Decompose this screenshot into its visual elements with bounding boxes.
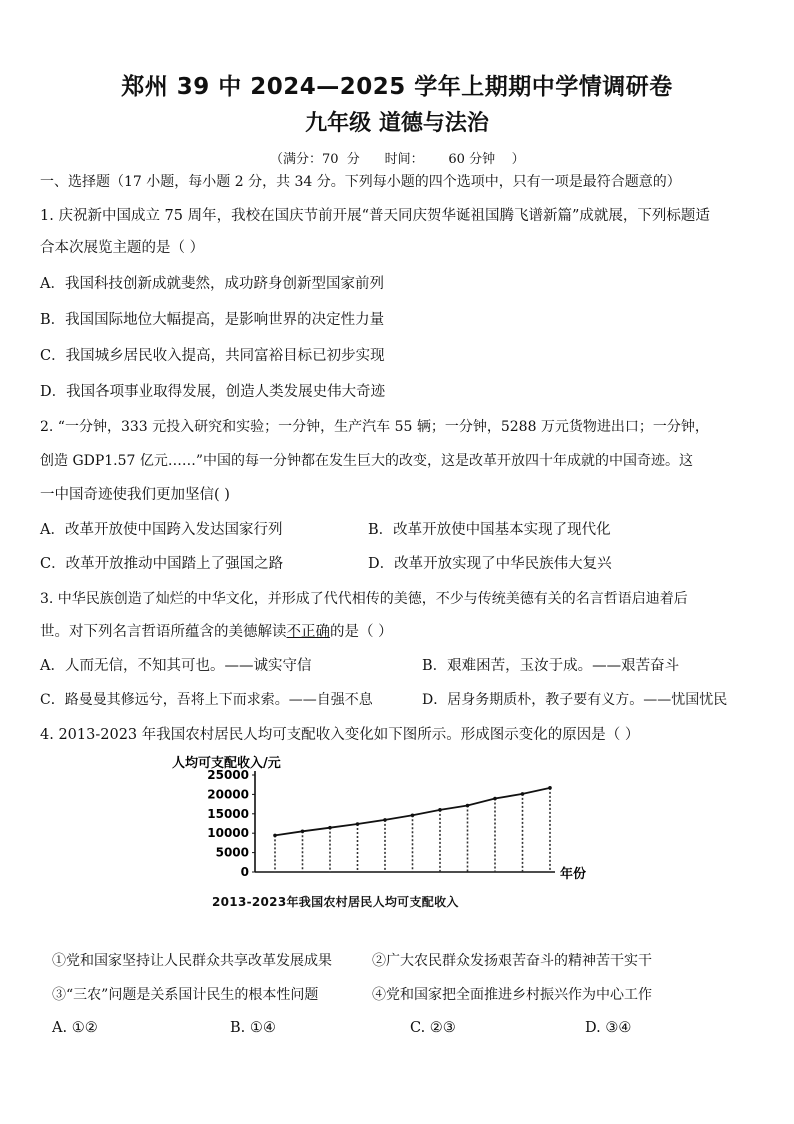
q4-statement-1: ①党和国家坚持让人民群众共享改革发展成果 (52, 953, 332, 969)
data-point-2023 (548, 786, 552, 790)
income-line-chart (170, 755, 620, 890)
q4-answer-b: B. ①④ (230, 1020, 276, 1036)
q3-stem-line1: 3. 中华民族创造了灿烂的中华文化，并形成了代代相传的美德，不少与传统美德有关的名言哲语启迪着后 (40, 591, 688, 607)
y-tick-label: 10000 (207, 826, 249, 841)
y-tick-label: 5000 (215, 845, 249, 860)
y-tick-label: 25000 (207, 768, 249, 782)
q2-stem-line3: 一中国奇迹使我们更加坚信( ) (40, 487, 230, 503)
q2-option-d: D．改革开放实现了中华民族伟大复兴 (368, 556, 612, 572)
exam-subtitle: 九年级 道德与法治 (305, 111, 489, 136)
q3-stem-line2 (40, 622, 393, 642)
data-point-2018 (411, 813, 415, 817)
q3-stem-line2-post: 的是（ ） (330, 624, 393, 640)
q3-stem-line2-pre: 世。对下列名言哲语所蕴含的美德解读 (40, 624, 287, 640)
q1-option-c: C．我国城乡居民收入提高，共同富裕目标已初步实现 (40, 348, 385, 364)
section-heading: 一、选择题（17 小题，每小题 2 分，共 34 分。下列每小题的四个选项中，只有一项是最符合题意的） (40, 174, 681, 190)
q4-answer-d: D. ③④ (585, 1020, 632, 1036)
data-point-2017 (383, 818, 387, 822)
q4-statement-2: ②广大农民群众发扬艰苦奋斗的精神苦干实干 (372, 953, 652, 969)
data-point-2013 (273, 834, 277, 838)
q1-option-d: D．我国各项事业取得发展，创造人类发展史伟大奇迹 (40, 384, 386, 400)
data-point-2020 (466, 804, 470, 808)
q1-stem-line1: 1. 庆祝新中国成立 75 周年，我校在国庆节前开展“普天同庆贺华诞祖国腾飞谱新篇”成就展，下列标题适 (40, 208, 710, 224)
q4-statement-3: ③“三农”问题是关系国计民生的根本性问题 (52, 987, 319, 1003)
y-axis-label: 人均可支配收入/元 (172, 756, 281, 771)
q4-answer-a: A. ①② (52, 1020, 98, 1036)
y-tick-label: 15000 (207, 806, 249, 821)
data-point-2015 (328, 826, 332, 830)
q3-option-b: B．艰难困苦，玉汝于成。——艰苦奋斗 (422, 658, 680, 674)
y-tick-label: 20000 (207, 787, 249, 802)
q3-stem-underlined-word: 不正确 (286, 624, 330, 640)
q1-option-a: A．我国科技创新成就斐然，成功跻身创新型国家前列 (40, 276, 384, 292)
q1-stem-line2: 合本次展览主题的是（ ） (40, 240, 205, 256)
data-point-2019 (438, 808, 442, 812)
exam-meta: （满分：70 分 时间： 60 分钟 ） (270, 152, 525, 167)
q2-option-b: B．改革开放使中国基本实现了现代化 (368, 522, 611, 538)
q4-statement-4: ④党和国家把全面推进乡村振兴作为中心工作 (372, 987, 652, 1003)
q4-answer-c: C. ②③ (410, 1020, 456, 1036)
q3-option-a: A．人而无信，不知其可也。——诚实守信 (40, 658, 312, 674)
data-point-2016 (356, 822, 360, 826)
data-point-2022 (521, 792, 525, 796)
x-axis-label: 年份 (560, 867, 587, 882)
q3-option-d: D．居身务期质朴，教子要有义方。——忧国忧民 (422, 692, 728, 708)
data-point-2014 (301, 830, 305, 834)
q2-stem-line2: 创造 GDP1.57 亿元……”中国的每一分钟都在发生巨大的改变，这是改革开放四十年成就的中国奇迹。这 (40, 453, 694, 469)
q2-option-c: C．改革开放推动中国踏上了强国之路 (40, 556, 284, 572)
q2-stem-line1: 2. “一分钟，333 元投入研究和实验；一分钟，生产汽车 55 辆；一分钟，5288 万元货物进出口；一分钟， (40, 419, 709, 435)
data-point-2021 (493, 797, 497, 801)
exam-title: 郑州 39 中 2024—2025 学年上期期中学情调研卷 (121, 74, 673, 100)
y-tick-label: 0 (240, 865, 249, 879)
q4-stem: 4. 2013-2023 年我国农村居民人均可支配收入变化如下图所示。形成图示变化的原因是（ ） (40, 727, 640, 743)
q1-option-b: B．我国国际地位大幅提高，是影响世界的决定性力量 (40, 312, 385, 328)
q3-option-c: C．路曼曼其修远兮，吾将上下而求索。——自强不息 (40, 692, 373, 708)
q2-option-a: A．改革开放使中国跨入发达国家行列 (40, 522, 283, 538)
chart-caption: 2013-2023年我国农村居民人均可支配收入 (212, 895, 459, 909)
